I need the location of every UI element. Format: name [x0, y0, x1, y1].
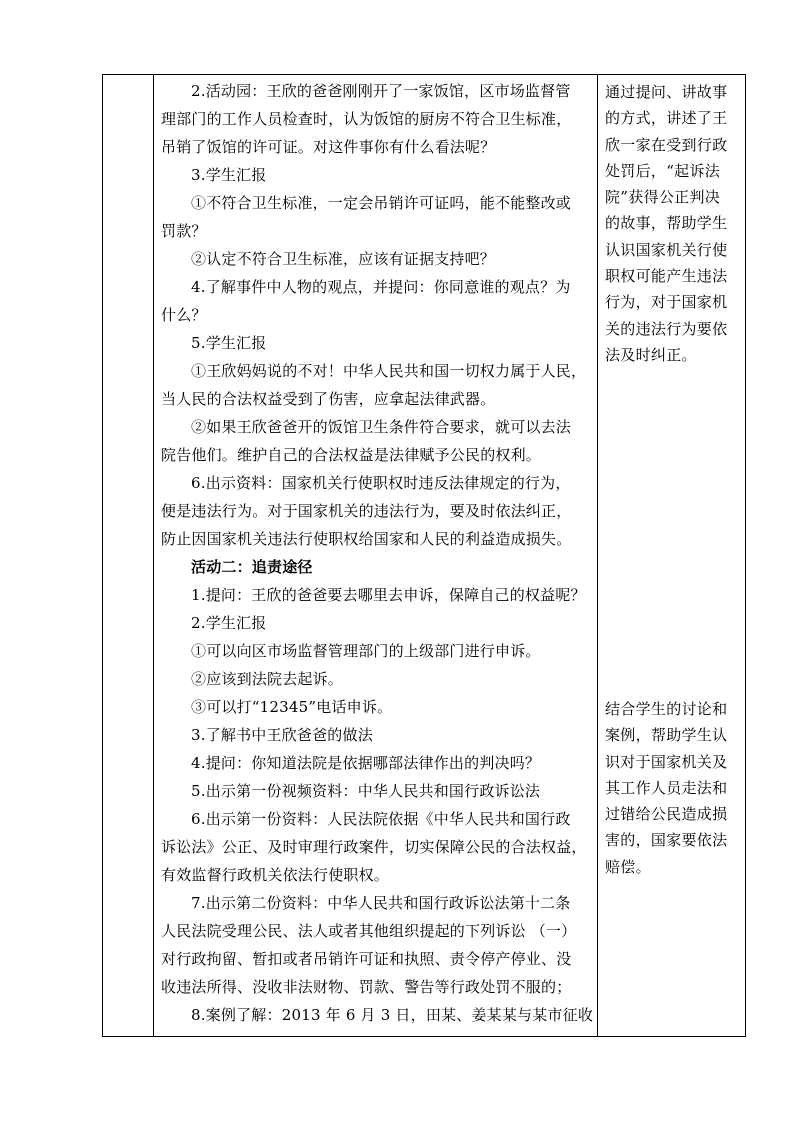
text-line: 收违法所得、没收非法财物、罚款、警告等行政处罚不服的； — [161, 978, 572, 996]
section-heading: 活动二：追责途径 — [191, 558, 313, 576]
text-line: ②应该到法院去起诉。 — [191, 670, 344, 688]
text-line: 罚款？ — [161, 222, 207, 240]
text-line: ②认定不符合卫生标准，应该有证据支持吧？ — [191, 250, 496, 268]
text-line: 关的违法行为要依 — [605, 319, 728, 338]
text-line: 1.提问：王欣的爸爸要去哪里去申诉，保障自己的权益呢？ — [191, 586, 586, 604]
text-line: 害的，国家要依法 — [605, 831, 728, 850]
text-line: 人民法院受理公民、法人或者其他组织提起的下列诉讼 （一） — [161, 922, 577, 940]
text-line: 院”获得公正判决 — [605, 188, 721, 207]
text-line: 有效监督行政机关依法行使职权。 — [161, 866, 390, 884]
text-line: 防止因国家机关违法行使职权给国家和人民的利益造成损失。 — [161, 530, 572, 548]
text-line: 2.活动园：王欣的爸爸刚刚开了一家饭馆，区市场监督管 — [191, 82, 571, 100]
text-line: 处罚后，“起诉法 — [605, 161, 721, 180]
text-line: 4.了解事件中人物的观点，并提问：你同意谁的观点？为 — [191, 278, 571, 296]
text-line: 认识国家机关行使 — [605, 240, 728, 259]
text-line: 院告他们。维护自己的合法权益是法律赋予公民的权利。 — [161, 446, 542, 464]
text-line: 8.案例了解：2013 年 6 月 3 日，田某、姜某某与某市征收 — [191, 1006, 594, 1024]
text-line: 7.出示第二份资料：中华人民共和国行政诉讼法第十二条 — [191, 894, 571, 912]
text-line: ①可以向区市场监督管理部门的上级部门进行申诉。 — [191, 642, 541, 660]
text-line: 3.学生汇报 — [191, 166, 267, 184]
text-line: 3.了解书中王欣爸爸的做法 — [191, 726, 373, 744]
text-line: 案例，帮助学生认 — [605, 726, 728, 745]
text-line: 便是违法行为。对于国家机关的违法行为，要及时依法纠正， — [161, 502, 572, 520]
text-line: 2.学生汇报 — [191, 614, 267, 632]
text-line: 6.出示资料：国家机关行使职权时违反法律规定的行为， — [191, 474, 571, 492]
text-line: 欣一家在受到行政 — [605, 135, 728, 154]
design-intent-column — [605, 79, 743, 876]
column-divider-left — [153, 75, 154, 1036]
text-line: 对行政拘留、暂扣或者吊销许可证和执照、责令停产停业、没 — [161, 950, 572, 968]
text-line: 其工作人员走法和 — [605, 778, 728, 797]
text-line: 行为，对于国家机 — [605, 293, 728, 312]
text-line: 结合学生的讨论和 — [605, 700, 728, 718]
text-line: 5.出示第一份视频资料：中华人民共和国行政诉讼法 — [191, 782, 541, 800]
text-line: 4.提问：你知道法院是依据哪部法律作出的判决吗？ — [191, 754, 541, 772]
text-line: 什么？ — [161, 306, 207, 324]
text-line: ③可以打“12345”电话申诉。 — [191, 698, 393, 716]
text-line: ①王欣妈妈说的不对！中华人民共和国一切权力属于人民， — [191, 362, 587, 380]
text-line: 法及时纠正。 — [605, 345, 697, 364]
text-line: 过错给公民造成损 — [605, 805, 728, 824]
text-line: 赔偿。 — [605, 857, 651, 876]
text-line: 的故事，帮助学生 — [605, 214, 728, 233]
text-line: 的方式，讲述了王 — [605, 109, 728, 128]
teaching-process-column — [161, 77, 597, 1029]
design-intent-block-2 — [605, 696, 743, 880]
text-line: 吊销了饭馆的许可证。对这件事你有什么看法呢？ — [161, 138, 496, 156]
text-line: 识对于国家机关及 — [605, 752, 728, 771]
text-line: 通过提问、讲故事 — [605, 83, 728, 101]
text-line: ②如果王欣爸爸开的饭馆卫生条件符合要求，就可以去法 — [191, 418, 572, 436]
text-line: 职权可能产生违法 — [605, 267, 728, 286]
lesson-table — [102, 74, 746, 1037]
text-line: ①不符合卫生标准，一定会吊销许可证吗，能不能整改或 — [191, 194, 572, 212]
text-line: 当人民的合法权益受到了伤害，应拿起法律武器。 — [161, 390, 496, 408]
text-line: 理部门的工作人员检查时，认为饭馆的厨房不符合卫生标准， — [161, 110, 572, 128]
column-divider-right — [597, 75, 598, 1036]
text-line: 5.学生汇报 — [191, 334, 267, 352]
design-intent-block-1 — [605, 79, 743, 368]
text-line: 诉讼法》公正、及时审理行政案件，切实保障公民的合法权益， — [161, 838, 587, 856]
text-line: 6.出示第一份资料：人民法院依据《中华人民共和国行政 — [191, 810, 571, 828]
